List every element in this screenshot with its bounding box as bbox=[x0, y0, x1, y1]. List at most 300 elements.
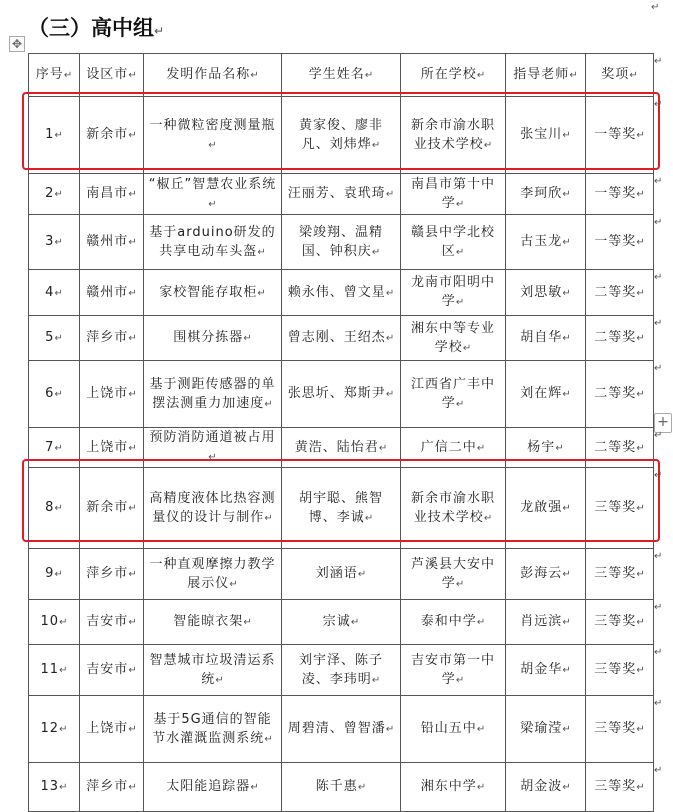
city-text: 赣州市 bbox=[86, 284, 129, 300]
no-cell[interactable] bbox=[29, 361, 80, 428]
table-row bbox=[29, 428, 654, 468]
students-cell[interactable] bbox=[282, 428, 401, 468]
no-text: 8 bbox=[45, 500, 55, 515]
cell-mark: ↵ bbox=[476, 782, 486, 793]
teacher-text: 杨宇 bbox=[527, 439, 556, 455]
school-cell[interactable] bbox=[401, 215, 506, 270]
title-cell[interactable] bbox=[144, 174, 282, 215]
cell-mark: ↵ bbox=[636, 130, 645, 141]
school-cell[interactable] bbox=[401, 97, 506, 174]
cell-mark: ↵ bbox=[357, 782, 367, 793]
no-text: 4 bbox=[45, 284, 55, 300]
cell-mark: ↵ bbox=[128, 442, 137, 454]
award-table bbox=[28, 53, 654, 812]
title-text: 基于arduino研发的共享电动车头盔 bbox=[149, 224, 276, 259]
cell-mark: ↵ bbox=[54, 333, 63, 344]
students-text: 汪丽芳、袁玳琦 bbox=[287, 186, 386, 201]
city-cell[interactable] bbox=[80, 316, 144, 361]
school-text: 湘东中等专业学校 bbox=[410, 320, 495, 355]
title-cell[interactable] bbox=[144, 316, 282, 361]
school-cell[interactable] bbox=[401, 549, 506, 600]
award-text: 二等奖 bbox=[594, 439, 637, 455]
students-text: 刘宇泽、陈子凌、李玮明 bbox=[298, 652, 383, 687]
students-text: 梁竣翔、温精国、钟积庆 bbox=[298, 224, 383, 259]
school-text: 泰和中学 bbox=[420, 614, 477, 629]
title-text: 太阳能追踪器 bbox=[166, 779, 251, 794]
teacher-text: 张宝川 bbox=[520, 127, 563, 142]
award-cell[interactable] bbox=[586, 600, 654, 645]
teacher-cell[interactable] bbox=[506, 270, 586, 316]
table-row bbox=[29, 549, 654, 600]
cell-mark: ↵ bbox=[378, 442, 388, 454]
cell-mark: ↵ bbox=[208, 198, 217, 210]
header-students bbox=[282, 54, 401, 97]
award-cell[interactable] bbox=[586, 270, 654, 316]
header-teacher bbox=[506, 54, 586, 97]
title-text: “椒丘”智慧农业系统 bbox=[148, 176, 277, 192]
school-text: 铅山五中 bbox=[420, 721, 477, 736]
school-cell[interactable] bbox=[401, 316, 506, 361]
title-text: 一种微粒密度测量瓶 bbox=[149, 117, 276, 133]
cell-mark: ↵ bbox=[54, 237, 63, 248]
title-cell[interactable] bbox=[144, 549, 282, 600]
cell-mark: ↵ bbox=[128, 782, 137, 793]
header-label: 指导老师 bbox=[513, 67, 570, 82]
students-text: 周碧清、曾智潘 bbox=[287, 721, 386, 736]
row-end-mark: ↵ bbox=[654, 601, 663, 613]
students-cell[interactable] bbox=[282, 316, 401, 361]
cell-mark: ↵ bbox=[54, 130, 63, 141]
row-end-mark: ↵ bbox=[654, 271, 663, 283]
cell-mark: ↵ bbox=[371, 139, 381, 151]
award-text: 二等奖 bbox=[594, 386, 637, 401]
table-row bbox=[29, 600, 654, 645]
no-text: 9 bbox=[45, 566, 55, 581]
cell-mark: ↵ bbox=[54, 389, 63, 400]
cell-mark: ↵ bbox=[54, 189, 63, 200]
teacher-cell[interactable] bbox=[506, 428, 586, 468]
table-row bbox=[29, 645, 654, 696]
cell-mark: ↵ bbox=[636, 617, 645, 628]
cell-mark: ↵ bbox=[264, 733, 273, 745]
no-cell[interactable] bbox=[29, 215, 80, 270]
row-end-mark: ↵ bbox=[654, 764, 663, 776]
school-cell[interactable] bbox=[401, 696, 506, 763]
no-cell[interactable] bbox=[29, 270, 80, 316]
cell-mark: ↵ bbox=[636, 665, 645, 676]
table-row bbox=[29, 316, 654, 361]
no-cell[interactable] bbox=[29, 645, 80, 696]
cell-mark: ↵ bbox=[636, 389, 645, 400]
city-text: 吉安市 bbox=[86, 662, 129, 677]
cell-mark: ↵ bbox=[385, 333, 395, 344]
school-cell[interactable] bbox=[401, 361, 506, 428]
cell-mark: ↵ bbox=[54, 442, 63, 454]
teacher-cell[interactable] bbox=[506, 549, 586, 600]
cell-mark: ↵ bbox=[636, 569, 645, 580]
cell-mark: ↵ bbox=[128, 189, 137, 200]
school-cell[interactable] bbox=[401, 645, 506, 696]
move-handle-icon[interactable]: ✥ bbox=[9, 36, 25, 52]
school-cell[interactable] bbox=[401, 428, 506, 468]
title-text: 围棋分拣器 bbox=[173, 330, 244, 345]
city-text: 赣州市 bbox=[86, 234, 129, 249]
school-cell[interactable] bbox=[401, 174, 506, 215]
cell-mark: ↵ bbox=[385, 389, 395, 400]
table-row bbox=[29, 468, 654, 549]
award-text: 三等奖 bbox=[594, 721, 637, 736]
students-text: 胡宇聪、熊智博、李诚 bbox=[298, 490, 383, 525]
row-end-mark: ↵ bbox=[654, 469, 663, 481]
teacher-cell[interactable] bbox=[506, 174, 586, 215]
title-text: 家校智能存取柜 bbox=[159, 284, 258, 300]
paragraph-mark: ↵ bbox=[154, 24, 165, 38]
cell-mark: ↵ bbox=[483, 139, 493, 151]
award-cell[interactable] bbox=[586, 763, 654, 812]
table-row bbox=[29, 763, 654, 812]
award-cell[interactable] bbox=[586, 361, 654, 428]
no-cell[interactable] bbox=[29, 696, 80, 763]
cell-mark: ↵ bbox=[350, 617, 360, 628]
teacher-text: 古玉龙 bbox=[520, 234, 563, 249]
cell-mark: ↵ bbox=[385, 287, 395, 299]
award-cell[interactable] bbox=[586, 549, 654, 600]
no-cell[interactable] bbox=[29, 316, 80, 361]
cell-mark: ↵ bbox=[636, 189, 645, 200]
school-text: 广信二中 bbox=[420, 439, 477, 455]
cell-mark: ↵ bbox=[455, 398, 465, 410]
teacher-text: 胡金华 bbox=[520, 662, 563, 677]
cell-mark: ↵ bbox=[128, 130, 137, 141]
students-cell[interactable] bbox=[282, 600, 401, 645]
teacher-text: 刘在辉 bbox=[520, 386, 563, 401]
award-cell[interactable] bbox=[586, 645, 654, 696]
students-cell[interactable] bbox=[282, 468, 401, 549]
teacher-text: 彭海云 bbox=[520, 566, 563, 581]
title-text: 基于测距传感器的单摆法测重力加速度 bbox=[149, 376, 276, 411]
teacher-text: 肖远滨 bbox=[520, 614, 563, 629]
row-end-mark: ↵ bbox=[654, 98, 663, 110]
cell-mark: ↵ bbox=[128, 237, 137, 248]
no-text: 5 bbox=[45, 330, 55, 345]
city-cell[interactable] bbox=[80, 270, 144, 316]
title-cell[interactable] bbox=[144, 763, 282, 812]
cell-mark: ↵ bbox=[243, 333, 252, 344]
header-city bbox=[80, 54, 144, 97]
cell-mark: ↵ bbox=[257, 246, 266, 258]
cell-mark: ↵ bbox=[357, 569, 367, 580]
school-cell[interactable] bbox=[401, 763, 506, 812]
header-title bbox=[144, 54, 282, 97]
cell-mark: ↵ bbox=[371, 246, 381, 258]
cell-mark: ↵ bbox=[636, 237, 645, 248]
no-cell[interactable] bbox=[29, 600, 80, 645]
city-text: 上饶市 bbox=[86, 721, 129, 736]
title-text: 基于5G通信的智能节水灌溉监测系统 bbox=[152, 711, 272, 746]
award-cell[interactable] bbox=[586, 97, 654, 174]
city-cell[interactable] bbox=[80, 600, 144, 645]
cell-mark: ↵ bbox=[59, 724, 68, 735]
paragraph-mark-top: ↵ bbox=[651, 2, 660, 13]
teacher-cell[interactable] bbox=[506, 361, 586, 428]
teacher-text: 刘思敏 bbox=[520, 284, 563, 300]
row-end-mark: ↵ bbox=[654, 362, 663, 374]
table-header-row bbox=[29, 54, 654, 97]
title-cell[interactable] bbox=[144, 428, 282, 468]
students-text: 曾志刚、王绍杰 bbox=[287, 330, 386, 345]
award-text: 一等奖 bbox=[594, 234, 637, 249]
cell-mark: ↵ bbox=[562, 503, 571, 514]
school-cell[interactable] bbox=[401, 600, 506, 645]
row-end-mark: ↵ bbox=[654, 175, 663, 187]
students-cell[interactable] bbox=[282, 763, 401, 812]
teacher-cell[interactable] bbox=[506, 468, 586, 549]
teacher-cell[interactable] bbox=[506, 600, 586, 645]
row-end-mark: ↵ bbox=[654, 697, 663, 709]
cell-mark: ↵ bbox=[636, 782, 645, 793]
title-text: 一种直观摩擦力教学展示仪 bbox=[149, 556, 276, 591]
cell-mark: ↵ bbox=[562, 569, 571, 580]
teacher-text: 梁瑜滢 bbox=[520, 721, 563, 736]
city-text: 南昌市 bbox=[86, 186, 129, 201]
cell-mark: ↵ bbox=[128, 665, 137, 676]
city-text: 上饶市 bbox=[86, 386, 129, 401]
school-text: 新余市渝水职业技术学校 bbox=[410, 117, 495, 152]
students-cell[interactable] bbox=[282, 549, 401, 600]
header-label: 所在学校 bbox=[420, 67, 477, 82]
award-text: 三等奖 bbox=[594, 566, 637, 581]
title-cell[interactable] bbox=[144, 600, 282, 645]
award-text: 三等奖 bbox=[594, 662, 637, 677]
award-text: 三等奖 bbox=[594, 614, 637, 629]
cell-mark: ↵ bbox=[562, 724, 571, 735]
school-text: 芦溪县大安中学 bbox=[410, 556, 495, 591]
school-text: 南昌市第十中学 bbox=[410, 176, 495, 211]
title-cell[interactable] bbox=[144, 696, 282, 763]
title-cell[interactable] bbox=[144, 645, 282, 696]
teacher-text: 胡自华 bbox=[520, 330, 563, 345]
cell-mark: ↵ bbox=[250, 70, 259, 81]
school-cell[interactable] bbox=[401, 468, 506, 549]
title-text: 智慧城市垃圾清运系统 bbox=[149, 652, 276, 687]
cell-mark: ↵ bbox=[208, 139, 217, 151]
award-cell[interactable] bbox=[586, 696, 654, 763]
cell-mark: ↵ bbox=[54, 287, 63, 299]
cell-mark: ↵ bbox=[636, 724, 645, 735]
no-cell[interactable] bbox=[29, 97, 80, 174]
cell-mark: ↵ bbox=[128, 617, 137, 628]
city-cell[interactable] bbox=[80, 645, 144, 696]
award-cell[interactable] bbox=[586, 316, 654, 361]
teacher-text: 龙啟强 bbox=[520, 500, 563, 515]
students-text: 黄浩、陆怡君 bbox=[294, 439, 379, 455]
cell-mark: ↵ bbox=[385, 189, 395, 200]
cell-mark: ↵ bbox=[455, 578, 465, 590]
school-text: 赣县中学北校区 bbox=[410, 224, 495, 259]
cell-mark: ↵ bbox=[636, 287, 645, 299]
no-text: 1 bbox=[45, 127, 55, 142]
award-text: 一等奖 bbox=[594, 186, 637, 201]
heading-text: （三）高中组 bbox=[28, 16, 154, 40]
cell-mark: ↵ bbox=[371, 674, 381, 686]
city-cell[interactable] bbox=[80, 428, 144, 468]
cell-mark: ↵ bbox=[59, 782, 68, 793]
section-heading bbox=[28, 12, 164, 42]
students-text: 宗诚 bbox=[322, 614, 351, 629]
header-no bbox=[29, 54, 80, 97]
school-cell[interactable] bbox=[401, 270, 506, 316]
students-cell[interactable] bbox=[282, 174, 401, 215]
title-cell[interactable] bbox=[144, 361, 282, 428]
cell-mark: ↵ bbox=[385, 724, 395, 735]
cell-mark: ↵ bbox=[636, 442, 645, 454]
cell-mark: ↵ bbox=[636, 333, 645, 344]
no-cell[interactable] bbox=[29, 174, 80, 215]
students-cell[interactable] bbox=[282, 97, 401, 174]
header-label: 奖项 bbox=[601, 67, 630, 82]
no-text: 3 bbox=[45, 234, 55, 249]
award-text: 一等奖 bbox=[594, 127, 637, 142]
award-text: 三等奖 bbox=[594, 779, 637, 794]
title-cell[interactable] bbox=[144, 270, 282, 316]
cell-mark: ↵ bbox=[128, 569, 137, 580]
school-text: 江西省广丰中学 bbox=[410, 376, 495, 411]
cell-mark: ↵ bbox=[257, 287, 266, 299]
cell-mark: ↵ bbox=[562, 237, 571, 248]
cell-mark: ↵ bbox=[562, 782, 571, 793]
header-label: 序号 bbox=[35, 67, 64, 82]
row-end-mark: ↵ bbox=[654, 429, 663, 441]
cell-mark: ↵ bbox=[476, 724, 486, 735]
cell-mark: ↵ bbox=[455, 674, 465, 686]
row-end-mark: ↵ bbox=[654, 646, 663, 658]
school-text: 吉安市第一中学 bbox=[410, 652, 495, 687]
cell-mark: ↵ bbox=[455, 246, 465, 258]
no-cell[interactable] bbox=[29, 468, 80, 549]
no-cell[interactable] bbox=[29, 549, 80, 600]
cell-mark: ↵ bbox=[264, 512, 273, 524]
cell-mark: ↵ bbox=[264, 398, 273, 410]
no-cell[interactable] bbox=[29, 428, 80, 468]
cell-mark: ↵ bbox=[229, 578, 238, 590]
city-text: 新余市 bbox=[86, 127, 129, 142]
cell-mark: ↵ bbox=[476, 442, 486, 454]
students-cell[interactable] bbox=[282, 215, 401, 270]
award-cell[interactable] bbox=[586, 468, 654, 549]
city-text: 萍乡市 bbox=[86, 566, 129, 581]
cell-mark: ↵ bbox=[562, 130, 571, 141]
cell-mark: ↵ bbox=[562, 389, 571, 400]
header-award bbox=[586, 54, 654, 97]
city-cell[interactable] bbox=[80, 361, 144, 428]
cell-mark: ↵ bbox=[364, 70, 374, 81]
school-text: 湘东中学 bbox=[420, 779, 477, 794]
teacher-cell[interactable] bbox=[506, 316, 586, 361]
plus-icon[interactable]: + bbox=[654, 413, 672, 433]
cell-mark: ↵ bbox=[455, 297, 465, 308]
title-text: 预防消防通道被占用 bbox=[149, 430, 276, 445]
cell-mark: ↵ bbox=[462, 342, 472, 354]
cell-mark: ↵ bbox=[54, 503, 63, 514]
title-cell[interactable] bbox=[144, 97, 282, 174]
row-end-mark: ↵ bbox=[654, 216, 663, 228]
title-cell[interactable] bbox=[144, 468, 282, 549]
award-cell[interactable] bbox=[586, 215, 654, 270]
teacher-cell[interactable] bbox=[506, 645, 586, 696]
cell-mark: ↵ bbox=[562, 617, 571, 628]
row-end-mark: ↵ bbox=[654, 317, 663, 329]
city-cell[interactable] bbox=[80, 696, 144, 763]
cell-mark: ↵ bbox=[128, 287, 137, 299]
table-row bbox=[29, 97, 654, 174]
cell-mark: ↵ bbox=[636, 503, 645, 514]
cell-mark: ↵ bbox=[569, 70, 578, 81]
title-cell[interactable] bbox=[144, 215, 282, 270]
title-text: 智能晾衣架 bbox=[173, 614, 244, 629]
city-text: 吉安市 bbox=[86, 614, 129, 629]
cell-mark: ↵ bbox=[208, 452, 217, 463]
header-school bbox=[401, 54, 506, 97]
city-text: 萍乡市 bbox=[86, 779, 129, 794]
header-label: 发明作品名称 bbox=[166, 67, 251, 82]
row-end-mark: ↵ bbox=[654, 55, 663, 67]
no-cell[interactable] bbox=[29, 763, 80, 812]
students-text: 陈千惠 bbox=[315, 779, 358, 794]
no-text: 7 bbox=[45, 439, 55, 455]
city-cell[interactable] bbox=[80, 174, 144, 215]
cell-mark: ↵ bbox=[476, 617, 486, 628]
award-cell[interactable] bbox=[586, 428, 654, 468]
cell-mark: ↵ bbox=[562, 665, 571, 676]
cell-mark: ↵ bbox=[562, 287, 571, 299]
students-cell[interactable] bbox=[282, 270, 401, 316]
city-cell[interactable] bbox=[80, 97, 144, 174]
award-cell[interactable] bbox=[586, 174, 654, 215]
cell-mark: ↵ bbox=[562, 333, 571, 344]
header-label: 设区市 bbox=[86, 67, 129, 82]
students-cell[interactable] bbox=[282, 645, 401, 696]
cell-mark: ↵ bbox=[364, 512, 374, 524]
school-text: 龙南市阳明中学 bbox=[410, 275, 495, 309]
cell-mark: ↵ bbox=[128, 389, 137, 400]
city-cell[interactable] bbox=[80, 468, 144, 549]
teacher-cell[interactable] bbox=[506, 215, 586, 270]
students-cell[interactable] bbox=[282, 696, 401, 763]
title-text: 高精度液体比热容测量仪的设计与制作 bbox=[149, 490, 276, 525]
cell-mark: ↵ bbox=[455, 198, 465, 210]
teacher-cell[interactable] bbox=[506, 97, 586, 174]
city-cell[interactable] bbox=[80, 763, 144, 812]
city-cell[interactable] bbox=[80, 215, 144, 270]
cell-mark: ↵ bbox=[128, 70, 137, 81]
header-label: 学生姓名 bbox=[308, 67, 365, 82]
students-cell[interactable] bbox=[282, 361, 401, 428]
cell-mark: ↵ bbox=[483, 512, 493, 524]
cell-mark: ↵ bbox=[555, 442, 564, 454]
city-cell[interactable] bbox=[80, 549, 144, 600]
students-text: 赖永伟、曾文星 bbox=[287, 284, 386, 300]
city-text: 上饶市 bbox=[86, 439, 129, 455]
teacher-cell[interactable] bbox=[506, 696, 586, 763]
award-text: 二等奖 bbox=[594, 330, 637, 345]
teacher-text: 李珂欣 bbox=[520, 186, 563, 201]
teacher-cell[interactable] bbox=[506, 763, 586, 812]
table-row bbox=[29, 361, 654, 428]
cell-mark: ↵ bbox=[250, 782, 259, 793]
no-text: 13 bbox=[40, 779, 60, 794]
cell-mark: ↵ bbox=[59, 617, 68, 628]
city-text: 萍乡市 bbox=[86, 330, 129, 345]
